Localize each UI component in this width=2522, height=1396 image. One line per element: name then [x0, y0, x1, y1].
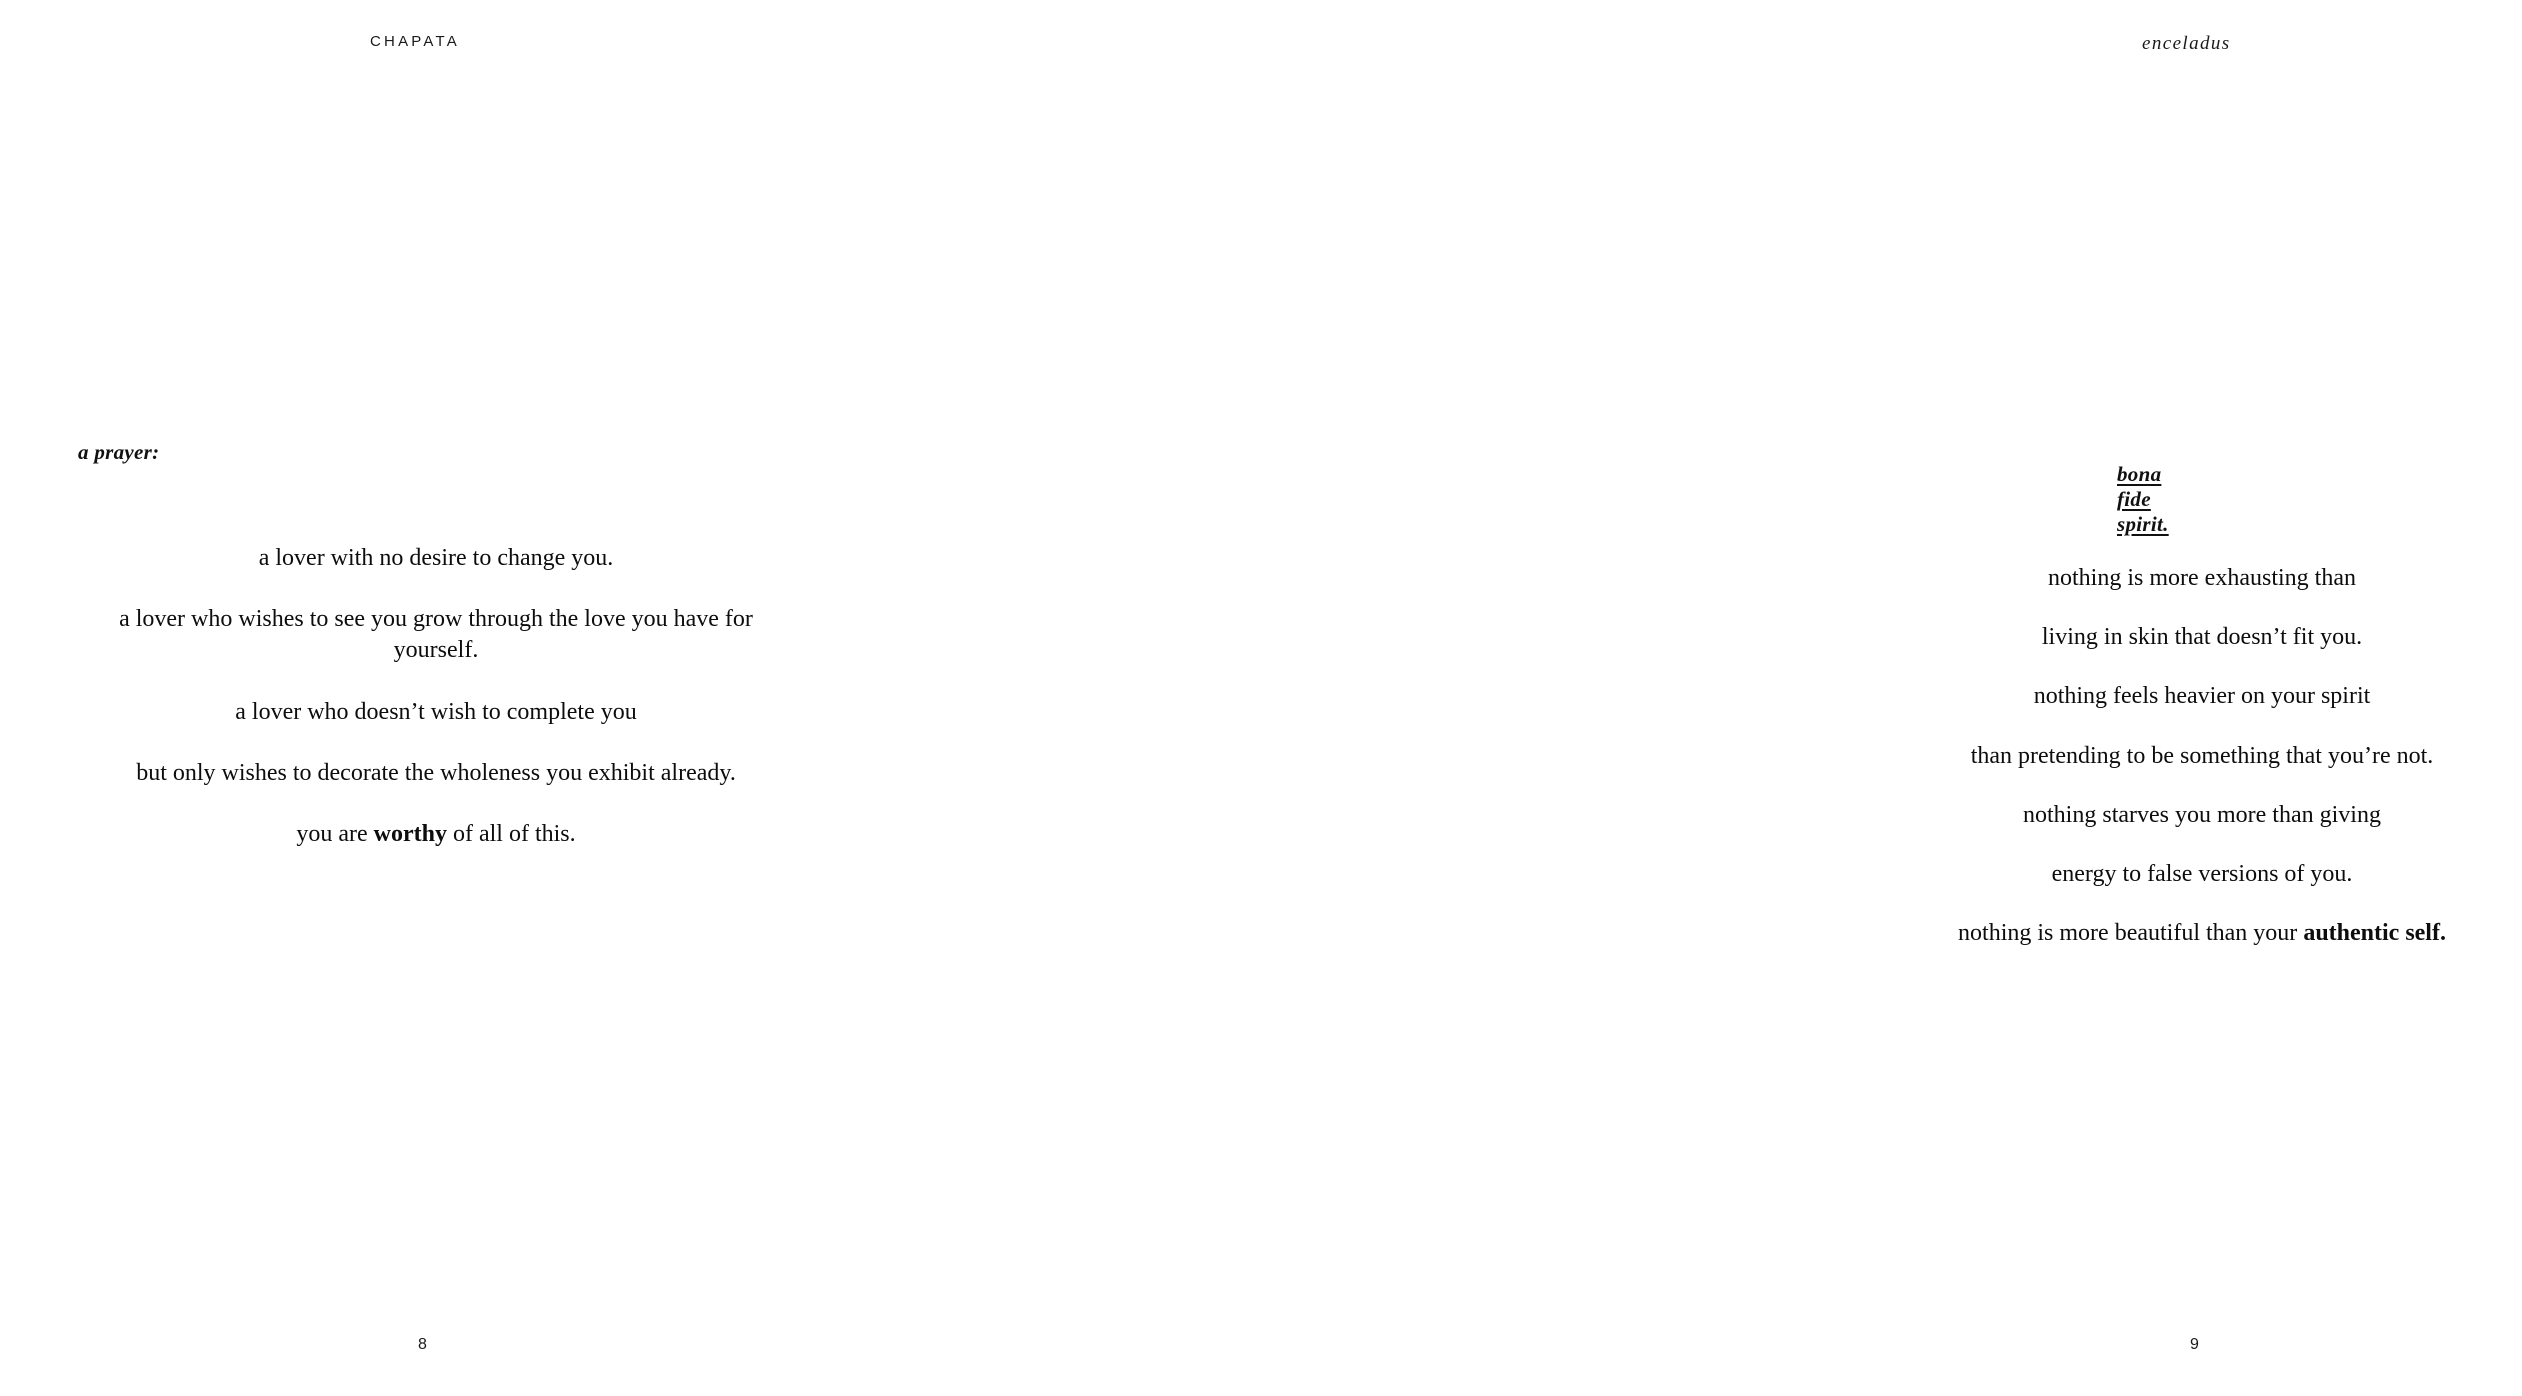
poem-line: a lover with no desire to change you. — [258, 545, 614, 571]
poem-line: nothing feels heavier on your spirit — [2033, 683, 2371, 710]
poem-line: but only wishes to decorate the wholeness you exhibit already. — [136, 759, 736, 786]
page-number-right: 9 — [2190, 1336, 2199, 1353]
running-head-right: enceladus — [2142, 33, 2231, 54]
poem-line-emphasis: you are worthy of all of this. — [296, 820, 576, 847]
poem-title-right: bona fide spirit. — [2117, 462, 2169, 536]
poem-line: living in skin that doesn’t fit you. — [2041, 624, 2363, 651]
poem-line: a lover who doesn’t wish to complete you — [235, 698, 637, 725]
poem-body-right — [1882, 563, 2522, 949]
poem-line: energy to false versions of you. — [2051, 860, 2353, 887]
poem-line-emphasis: nothing is more beautiful than your authentic self. — [1958, 920, 2446, 947]
poem-line: nothing starves you more than giving — [2023, 801, 2381, 828]
left-page — [0, 0, 872, 1396]
page-number-left: 8 — [418, 1336, 427, 1353]
poem-title-left: a prayer: — [78, 440, 160, 464]
running-head-left: CHAPATA — [370, 33, 460, 50]
poem-line: than pretending to be something that you’re not. — [1970, 742, 2434, 769]
poem-line: nothing is more exhausting than — [2048, 565, 2356, 591]
poem-line: a lover who wishes to see you grow through the love you have for yourself. — [119, 606, 753, 664]
poem-body-left — [78, 543, 794, 850]
right-page — [872, 0, 2446, 1396]
